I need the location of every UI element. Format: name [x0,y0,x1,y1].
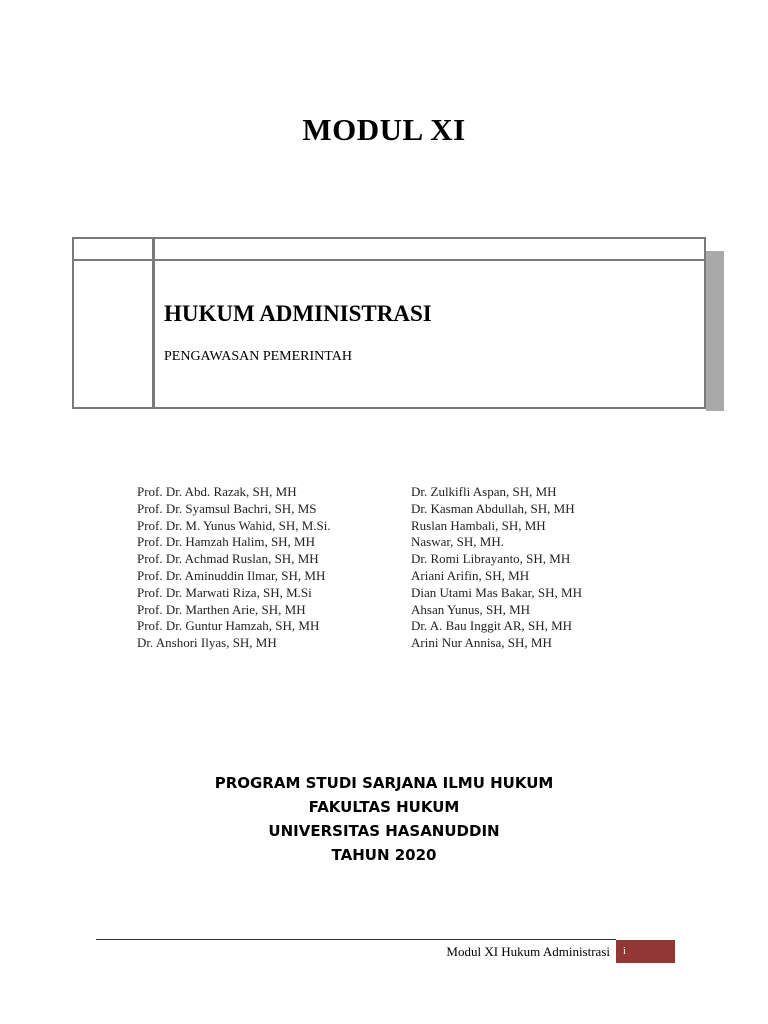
author-name: Arini Nur Annisa, SH, MH [411,635,552,651]
author-name: Ruslan Hambali, SH, MH [411,517,546,533]
author-column-left [137,484,331,652]
author-column-right [411,484,582,652]
author-name: Prof. Dr. M. Yunus Wahid, SH, M.Si. [137,517,331,533]
page-number-badge: i [616,940,675,963]
title-box-top-strip [74,239,704,261]
author-name: Prof. Dr. Hamzah Halim, SH, MH [137,534,316,550]
publication-year: TAHUN 2020 [331,846,437,864]
title-box-divider [152,239,155,407]
program-name: PROGRAM STUDI SARJANA ILMU HUKUM [214,774,554,792]
footer-text: Modul XI Hukum Administrasi [446,944,610,959]
document-title: MODUL XI [302,112,466,147]
box-subheading: PENGAWASAN PEMERINTAH [164,349,352,364]
institution-block [0,771,768,867]
author-name: Dr. Zulkifli Aspan, SH, MH [411,484,557,499]
faculty-name: FAKULTAS HUKUM [308,798,460,816]
author-name: Naswar, SH, MH. [411,534,504,550]
author-name: Prof. Dr. Marthen Arie, SH, MH [137,601,306,617]
author-name: Ahsan Yunus, SH, MH [411,601,531,617]
author-name: Prof. Dr. Guntur Hamzah, SH, MH [137,618,320,634]
box-heading: HUKUM ADMINISTRASI [164,301,432,326]
author-name: Prof. Dr. Aminuddin Ilmar, SH, MH [137,567,326,583]
author-name: Prof. Dr. Achmad Ruslan, SH, MH [137,551,319,567]
author-name: Prof. Dr. Abd. Razak, SH, MH [137,484,297,499]
author-name: Ariani Arifin, SH, MH [411,567,530,583]
author-name: Prof. Dr. Syamsul Bachri, SH, MS [137,500,317,516]
author-name: Dr. Kasman Abdullah, SH, MH [411,500,575,516]
author-name: Dr. Anshori Ilyas, SH, MH [137,635,277,651]
author-name: Dr. A. Bau Inggit AR, SH, MH [411,618,573,634]
title-box-shadow [706,251,724,411]
university-name: UNIVERSITAS HASANUDDIN [268,822,500,840]
title-box [72,237,706,409]
author-name: Dr. Romi Librayanto, SH, MH [411,551,571,567]
footer-rule [96,939,616,940]
author-name: Dian Utami Mas Bakar, SH, MH [411,584,582,600]
author-name: Prof. Dr. Marwati Riza, SH, M.Si [137,584,312,600]
